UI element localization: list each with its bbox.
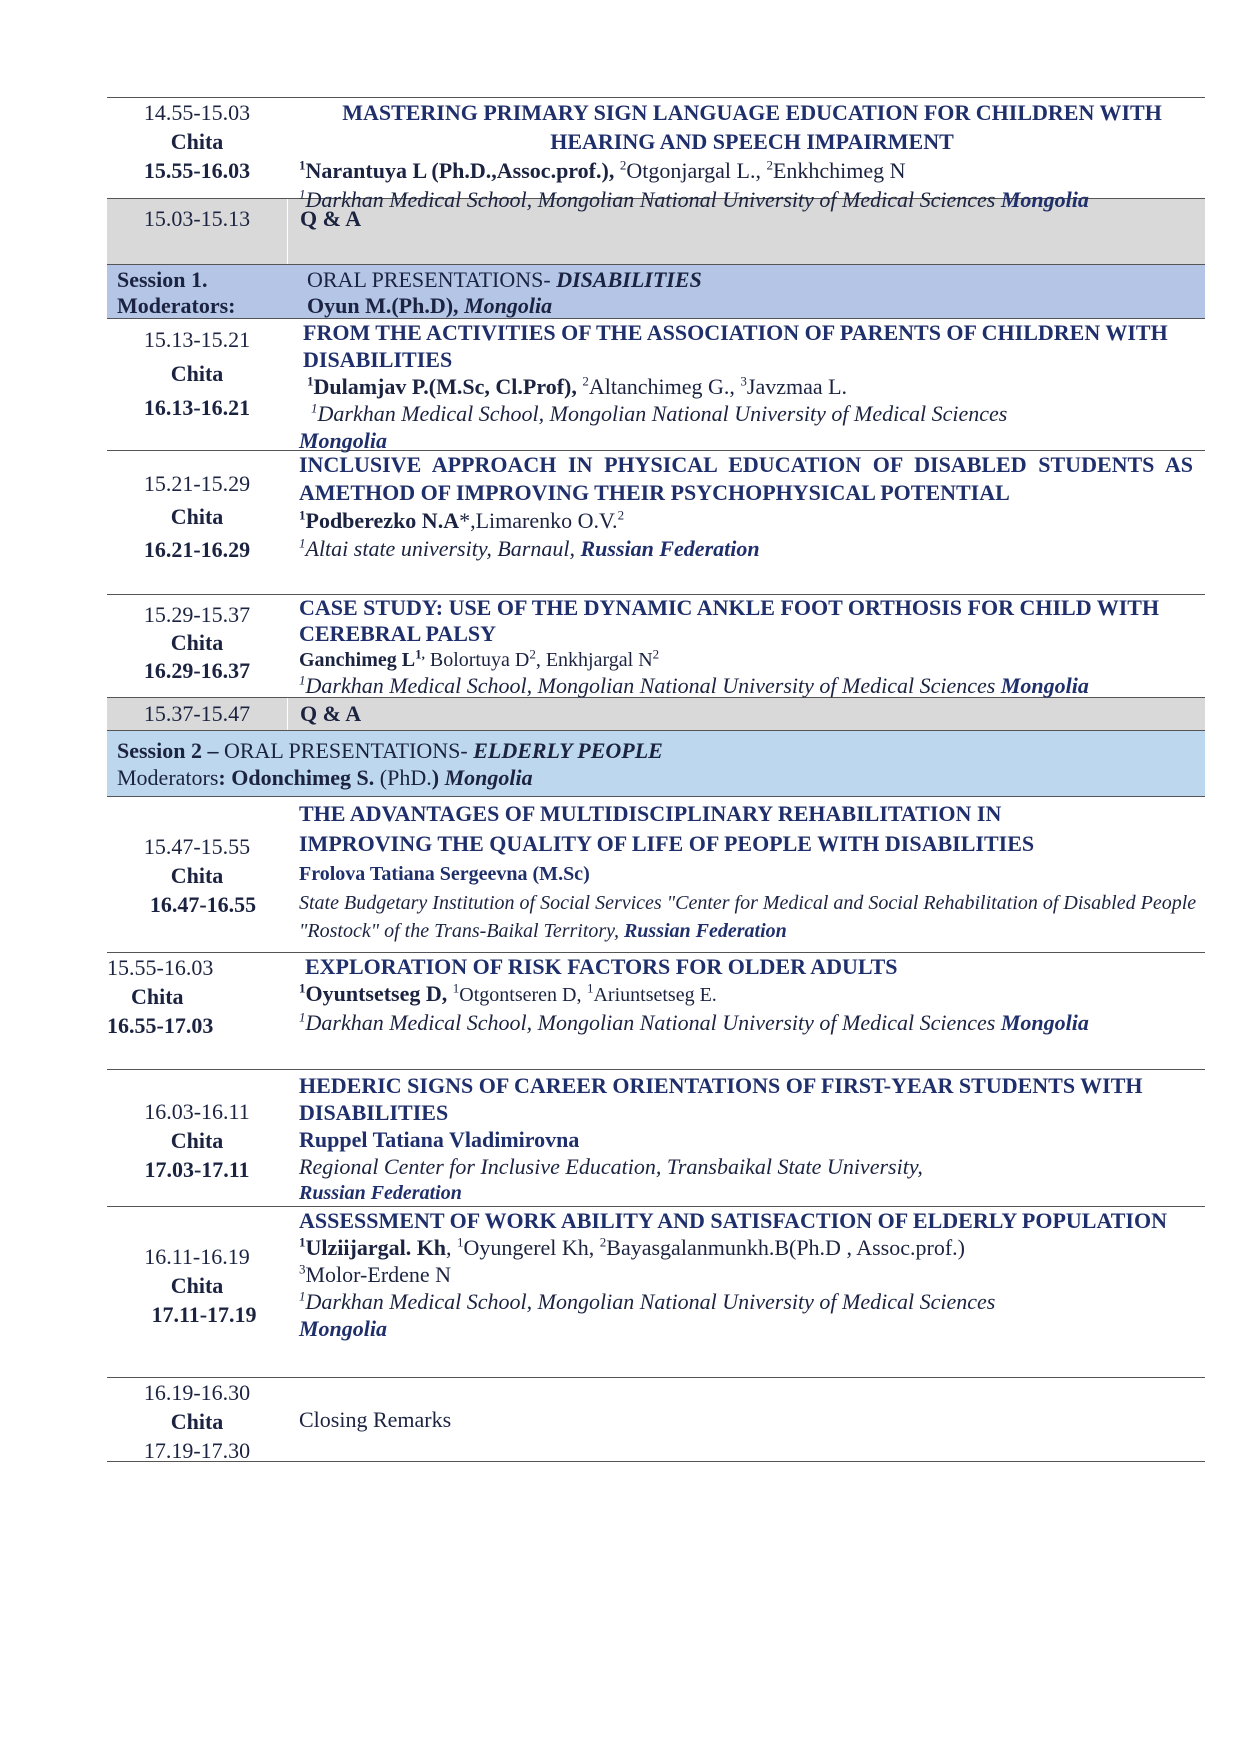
table-row [107, 1206, 1205, 1377]
presentation-title: HEDERIC SIGNS OF CAREER ORIENTATIONS OF FIRST-YEAR STUDENTS WITH DISABILITIES [299, 1073, 1143, 1125]
chita-label: Chita [131, 984, 184, 1009]
chita-time: 16.29-16.37 [143, 658, 251, 683]
presentation-title: INCLUSIVE APPROACH IN PHYSICAL EDUCATION OF DISABLED STUDENTS AS AMETHOD OF IMPROVING THEIR PSYCHOPHYSICAL POTENTIAL [299, 452, 1193, 505]
qa-label: Q & A [300, 206, 362, 231]
affiliation: $^1$Darkhan Medical School, Mongolian National University of Medical Sciences [299, 1288, 996, 1314]
authors: Ganchimeg $L^{1,}$ Bolortuya $D^2$, Enkhjargal $N^2$ [299, 646, 660, 671]
table-row [107, 796, 1205, 952]
time-slot: 15.55-16.03 [107, 955, 214, 980]
time-slot: 16.11-16.19 [144, 1244, 250, 1269]
table-row [107, 450, 1205, 594]
chita-time: 17.11-17.19 [151, 1302, 257, 1327]
session-heading: Session 2 – ORAL PRESENTATIONS- ELDERLY PEOPLE [117, 738, 663, 763]
presentation-title: IMPROVING THE QUALITY OF LIFE OF PEOPLE WITH DISABILITIES [299, 831, 1035, 856]
table-row [107, 1069, 1205, 1206]
chita-time: 15.55-16.03 [143, 158, 251, 183]
time-slot: 15.03-15.13 [143, 206, 251, 231]
country: Russian Federation [623, 920, 787, 942]
presentation-title: EXPLORATION OF RISK FACTORS FOR OLDER ADULTS [305, 954, 898, 979]
country: Mongolia [299, 1316, 388, 1341]
country: Russian Federation [299, 1182, 462, 1204]
country: Mongolia [1000, 1010, 1089, 1035]
time-slot: 15.21-15.29 [143, 471, 251, 496]
qa-row [107, 198, 1205, 264]
author: Frolova Tatiana Sergeevna (M.Sc) [299, 863, 590, 885]
time-slot: 15.47-15.55 [143, 834, 251, 859]
presentation-title: THE ADVANTAGES OF MULTIDISCIPLINARY REHABILITATION IN [299, 801, 1002, 826]
chita-time: 17.19-17.30 [143, 1438, 251, 1463]
affiliation: Regional Center for Inclusive Education, Transbaikal State University, [299, 1154, 923, 1179]
presentation-title: FROM THE ACTIVITIES OF THE ASSOCIATION OF PARENTS OF CHILDREN WITH DISABILITIES [303, 320, 1168, 372]
table-row [107, 594, 1205, 697]
presentation-title: CASE STUDY: USE OF THE DYNAMIC ANKLE FOOT ORTHOSIS FOR CHILD WITH CEREBRAL PALSY [299, 595, 1160, 646]
affiliation: State Budgetary Institution of Social Services "Center for Medical and Social Rehabilitation of Disabled People "Rostock" of the Trans-Baikal Territory, Russian Federation [299, 892, 1197, 942]
author: Ruppel Tatiana Vladimirovna [299, 1127, 580, 1152]
table-row [107, 318, 1205, 453]
authors: $^1$Dulamjav P.(M.Sc, Cl.Prof), $^2$Altanchimeg G., $^3$Javzmaa L. [307, 373, 848, 399]
country: Mongolia [1000, 187, 1089, 212]
moderators-label: Moderators: [117, 293, 236, 318]
authors: $^1$Ulziijargal. Kh, $^1$Oyungerel Kh, $^2$Bayasgalanmunkh.B(Ph.D , Assoc.prof.) [299, 1234, 965, 1260]
table-row [107, 952, 1205, 1069]
presentation-title: ASSESSMENT OF WORK ABILITY AND SATISFACTION OF ELDERLY POPULATION [299, 1208, 1167, 1233]
table-row [107, 97, 1205, 212]
authors: $^1$Narantuya L (Ph.D.,Assoc.prof.), $^2$Otgonjargal L., $^2$Enkhchimeg N [299, 157, 906, 183]
authors-continued: $^3$Molor-Erdene N [299, 1261, 452, 1287]
authors: $^1$Podberezko N.A*,Limarenko O.V.$^2$ [299, 507, 625, 533]
time-slot: 15.13-15.21 [143, 327, 251, 352]
table-row [107, 1377, 1205, 1462]
chita-label: Chita [170, 1409, 224, 1434]
chita-label: Chita [170, 1128, 224, 1153]
chita-label: Chita [170, 361, 224, 386]
qa-row [107, 697, 1205, 730]
chita-label: Chita [170, 129, 224, 154]
time-slot: 15.37-15.47 [143, 701, 251, 726]
country: Mongolia [1000, 673, 1089, 698]
session-heading: ORAL PRESENTATIONS- DISABILITIES [307, 267, 702, 292]
authors: $^1$Oyuntsetseg D, $^1$Otgontseren D, $^1$Ariuntsetseg E. [299, 980, 717, 1006]
affiliation: $^1$Darkhan Medical School, Mongolian National University of Medical Sciences Mongolia [299, 186, 1089, 212]
session-header [107, 264, 1205, 318]
time-slot: 14.55-15.03 [143, 100, 251, 125]
chita-time: 16.55-17.03 [107, 1013, 214, 1038]
session-moderator: Oyun M.(Ph.D), Mongolia [307, 293, 553, 318]
time-slot: 16.03-16.11 [144, 1099, 250, 1124]
session-header [107, 730, 1205, 796]
time-slot: 16.19-16.30 [143, 1380, 251, 1405]
chita-label: Chita [170, 630, 224, 655]
affiliation: $^1$Darkhan Medical School, Mongolian National University of Medical Sciences [311, 400, 1008, 426]
chita-label: Chita [170, 1273, 224, 1298]
chita-time: 17.03-17.11 [144, 1157, 250, 1182]
affiliation: $^1$Darkhan Medical School, Mongolian National University of Medical Sciences Mongolia [299, 672, 1089, 698]
presentation-title: MASTERING PRIMARY SIGN LANGUAGE EDUCATION FOR CHILDREN WITH HEARING AND SPEECH IMPAIRMENT [342, 100, 1162, 154]
affiliation: $^1$Altai state university, Barnaul, Russian Federation [299, 535, 760, 561]
chita-label: Chita [170, 504, 224, 529]
affiliation: $^1$Darkhan Medical School, Mongolian National University of Medical Sciences Mongolia [299, 1009, 1089, 1035]
chita-time: 16.13-16.21 [143, 395, 251, 420]
closing-remarks: Closing Remarks [299, 1407, 452, 1432]
qa-label: Q & A [300, 701, 362, 726]
country: Mongolia [299, 428, 388, 453]
session-label: Session 1. [117, 267, 208, 292]
time-slot: 15.29-15.37 [143, 602, 251, 627]
chita-time: 16.21-16.29 [143, 537, 251, 562]
session-moderator: Moderators: Odonchimeg S. (PhD.) Mongolia [117, 765, 533, 790]
chita-label: Chita [170, 863, 224, 888]
country: Russian Federation [580, 536, 760, 561]
chita-time: 16.47-16.55 [149, 892, 257, 917]
program-table [107, 97, 1205, 1462]
